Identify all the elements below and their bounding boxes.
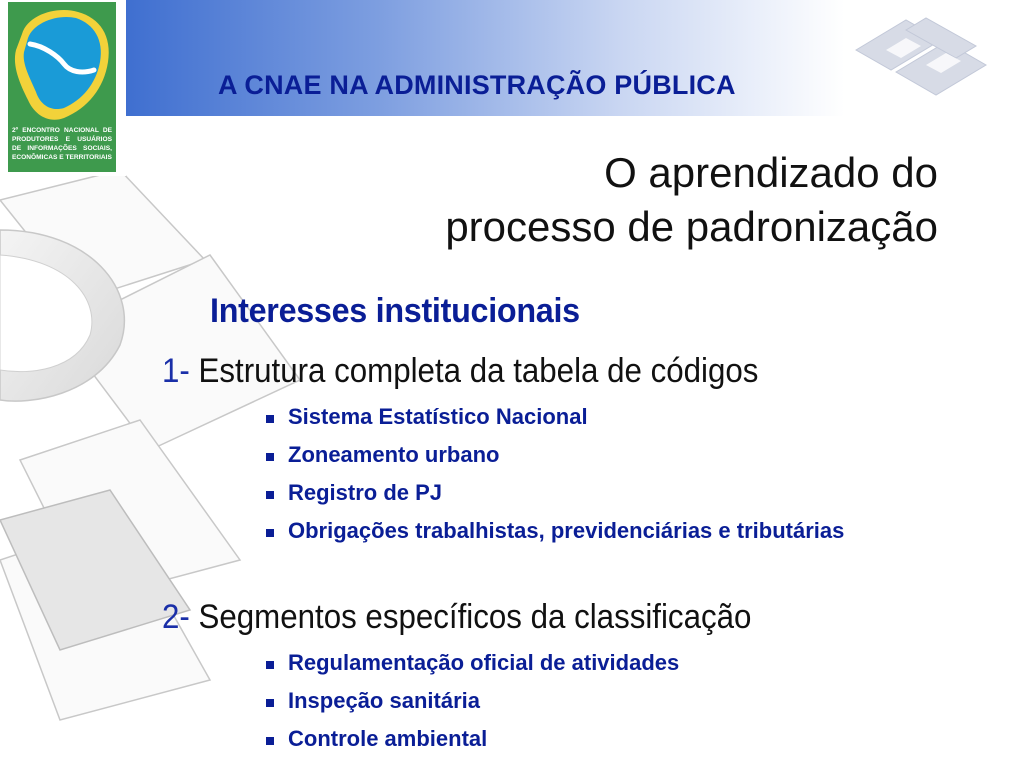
header-title: A CNAE NA ADMINISTRAÇÃO PÚBLICA [218,70,736,100]
slide-title [298,146,938,254]
bullet-item [264,517,904,545]
bullet-item [264,479,904,507]
bullet-item [264,441,904,469]
receita-federal-logo-icon [846,10,996,110]
item-number: 2- [162,598,190,636]
bullet-item [264,403,904,431]
bullet-text: Registro de PJ [288,480,443,505]
bullet-square-icon [266,661,274,669]
bullet-square-icon [266,491,274,499]
subheading: Interesses institucionais [210,292,580,330]
brazil-map-icon [8,4,116,126]
item-number: 1- [162,352,190,390]
event-logo [0,0,126,176]
bullet-text: Sistema Estatístico Nacional [288,404,588,429]
bullet-item [264,725,904,753]
numbered-item-1 [162,352,758,391]
bullet-square-icon [266,699,274,707]
numbered-item-2 [162,598,751,637]
bullet-list-2 [264,649,904,763]
bullet-text: Regulamentação oficial de atividades [288,650,680,675]
bullet-list-1 [264,403,904,555]
bullet-item [264,687,904,715]
bullet-square-icon [266,529,274,537]
bullet-square-icon [266,453,274,461]
item-text: Estrutura completa da tabela de códigos [189,352,759,390]
bullet-text: Controle ambiental [288,726,488,751]
bullet-item [264,649,904,677]
logo-text: 2º ENCONTRO NACIONAL DE PRODUTORES E USUÁRIOS DE INFORMAÇÕES SOCIAIS, ECONÔMICAS E TERRITORIAIS [12,127,112,161]
bullet-text: Inspeção sanitária [288,688,480,713]
bullet-text: Zoneamento urbano [288,442,500,467]
slide-title-line-2: processo de padronização [445,203,938,250]
bullet-text: Obrigações trabalhistas, previdenciárias e tributárias [288,518,845,543]
bullet-square-icon [266,737,274,745]
bullet-square-icon [266,415,274,423]
slide-title-line-1: O aprendizado do [604,149,938,196]
item-text: Segmentos específicos da classificação [189,598,752,636]
